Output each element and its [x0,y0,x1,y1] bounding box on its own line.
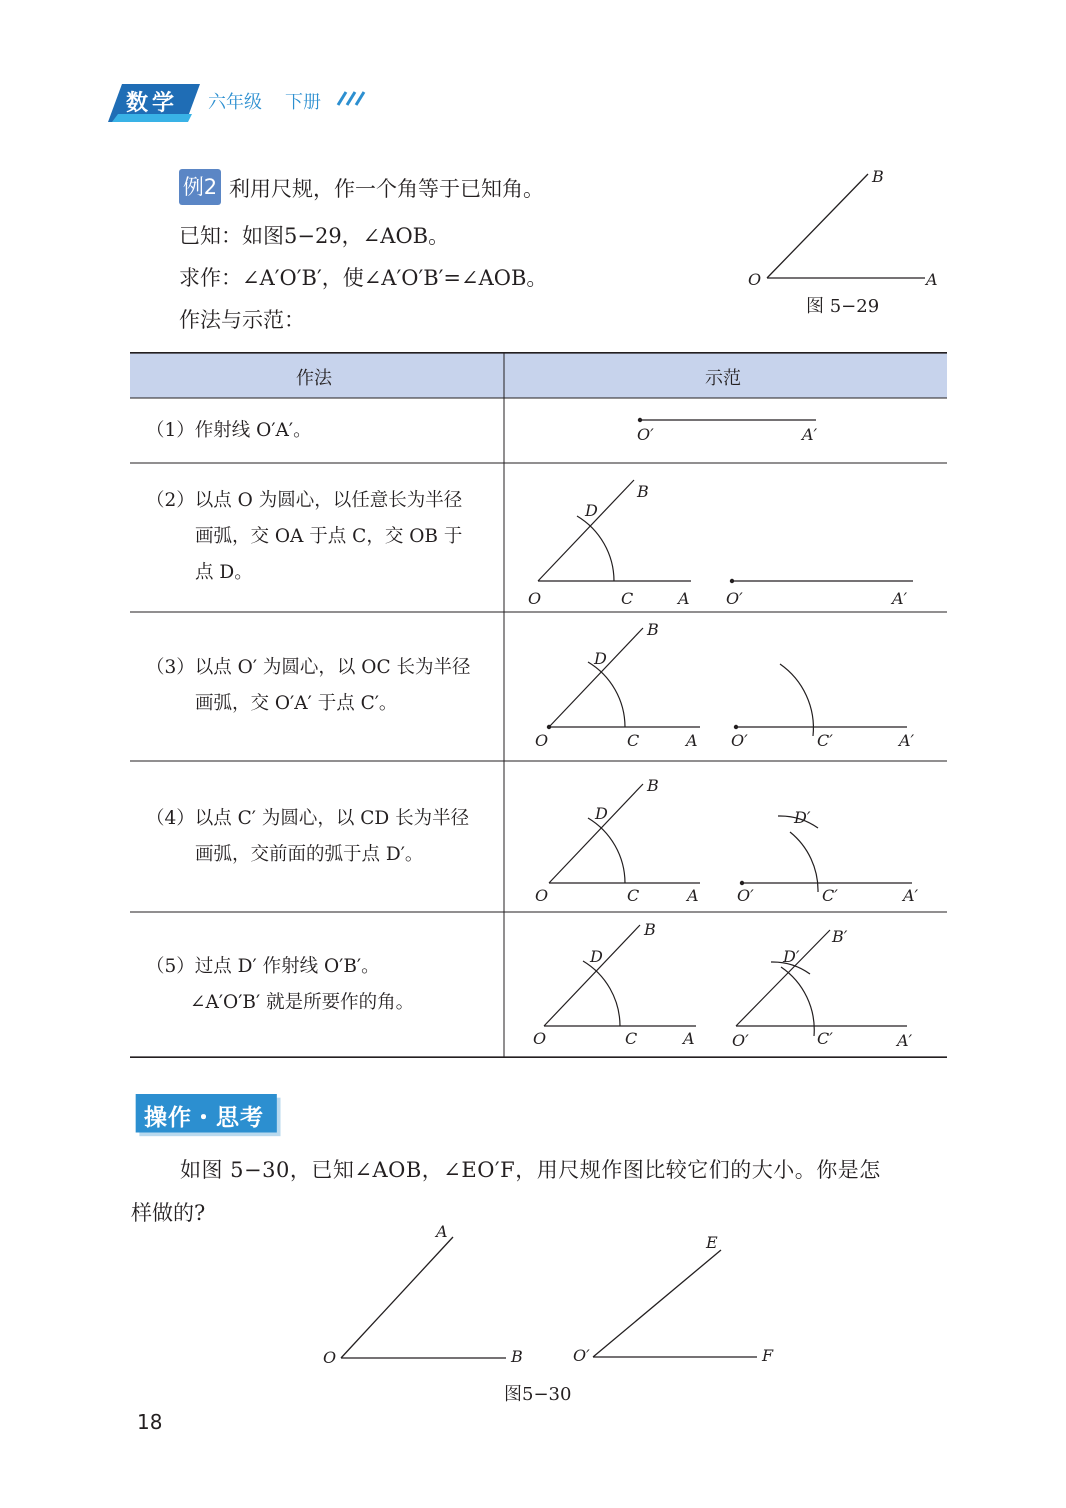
r4-label-a2: A′ [903,886,919,905]
step-2-line-2: 画弧，交 OA 于点 C，交 OB 于 [195,526,463,547]
header-grade: 六年级 [208,92,262,113]
r3-label-b: B [647,620,659,639]
section-title: 操作・思考 [144,1105,264,1131]
step-5-line-1: （5）过点 D′ 作射线 O′B′。 [146,956,380,977]
figure-5-29 [740,160,950,295]
r2-label-o: O [528,589,542,608]
header-volume: 下册 [285,92,321,113]
r4-label-c: C [627,886,640,905]
fig530-label-a: A [436,1222,448,1241]
demo-step-4 [549,784,912,892]
r5-label-b: B [644,920,656,939]
example-tag: 例2 [179,169,221,205]
r3-label-a: A [686,731,698,750]
r5-label-a2: A′ [897,1031,913,1050]
page-number: 18 [137,1410,163,1434]
r3-label-o2: O′ [731,731,748,750]
demo-step-2 [538,480,913,583]
r5-label-c: C [625,1029,638,1048]
r4-label-d: D [595,804,608,823]
header-slash-icon [332,90,368,106]
step-2-line-1: （2）以点 O 为圆心，以任意长为半径 [146,490,463,511]
r2-label-a: A [678,589,690,608]
step-5-line-2: ∠A′O′B′ 就是所要作的角。 [190,992,415,1013]
fig529-label-a: A [926,270,938,289]
r2-label-o2: O′ [726,589,743,608]
r4-label-a: A [687,886,699,905]
r4-label-c2: C′ [822,886,838,905]
demo-step-1 [638,418,816,422]
question-line-2: 样做的? [131,1201,206,1225]
example-given: 已知：如图5−29，∠AOB。 [179,224,450,248]
r4-label-b: B [647,776,659,795]
demo-step-5 [544,925,907,1036]
r3-label-a2: A′ [899,731,915,750]
fig530-label-e: E [706,1233,718,1252]
r5-label-b2: B′ [832,927,848,946]
r2-label-d: D [585,501,598,520]
r5-label-o: O [533,1029,547,1048]
demo-step-3 [547,628,907,736]
step-4-line-2: 画弧，交前面的弧于点 D′。 [195,844,424,865]
r5-label-c2: C′ [817,1029,833,1048]
r3-label-d: D [594,649,607,668]
r2-label-c: C [621,589,634,608]
step-3-line-2: 画弧，交 O′A′ 于点 C′。 [195,693,398,714]
fig529-label-b: B [872,167,884,186]
step-2-line-3: 点 D。 [195,562,253,583]
fig530-label-o2: O′ [573,1346,590,1365]
question-line-1: 如图 5−30，已知∠AOB，∠EO′F，用尺规作图比较它们的大小。你是怎 [180,1158,881,1182]
r3-label-o: O [535,731,549,750]
r5-label-a: A [683,1029,695,1048]
header-subject: 数学 [126,91,179,116]
table-header-method: 作法 [296,368,332,389]
fig530-label-b: B [511,1347,523,1366]
fig530-label-f: F [762,1346,774,1365]
r3-label-c2: C′ [817,731,833,750]
figure-5-30-caption: 图5−30 [504,1384,572,1405]
step-3-line-1: （3）以点 O′ 为圆心，以 OC 长为半径 [146,657,471,678]
table-header-bg [130,352,947,398]
r4-label-o: O [535,886,549,905]
step-4-line-1: （4）以点 C′ 为圆心，以 CD 长为半径 [146,808,470,829]
r5-label-d: D [590,947,603,966]
figure-5-29-caption: 图 5−29 [806,296,880,317]
example-title: 利用尺规，作一个角等于已知角。 [229,177,544,201]
r5-label-d2: D′ [783,947,800,966]
r1-label-o2: O′ [637,425,654,444]
r4-label-d2: D′ [794,808,811,827]
r2-label-a2: A′ [892,589,908,608]
r4-label-o2: O′ [737,886,754,905]
fig529-label-o: O [748,270,762,289]
r3-label-c: C [627,731,640,750]
r1-label-a2: A′ [802,425,818,444]
step-1-line-1: （1）作射线 O′A′。 [146,420,312,441]
r5-label-o2: O′ [732,1031,749,1050]
fig530-label-o: O [323,1348,337,1367]
table-header-demo: 示范 [705,368,741,389]
example-method-intro: 作法与示范： [179,308,305,332]
example-find: 求作：∠A′O′B′，使∠A′O′B′=∠AOB。 [179,266,548,290]
r2-label-b: B [637,482,649,501]
figure-5-30 [310,1218,790,1378]
